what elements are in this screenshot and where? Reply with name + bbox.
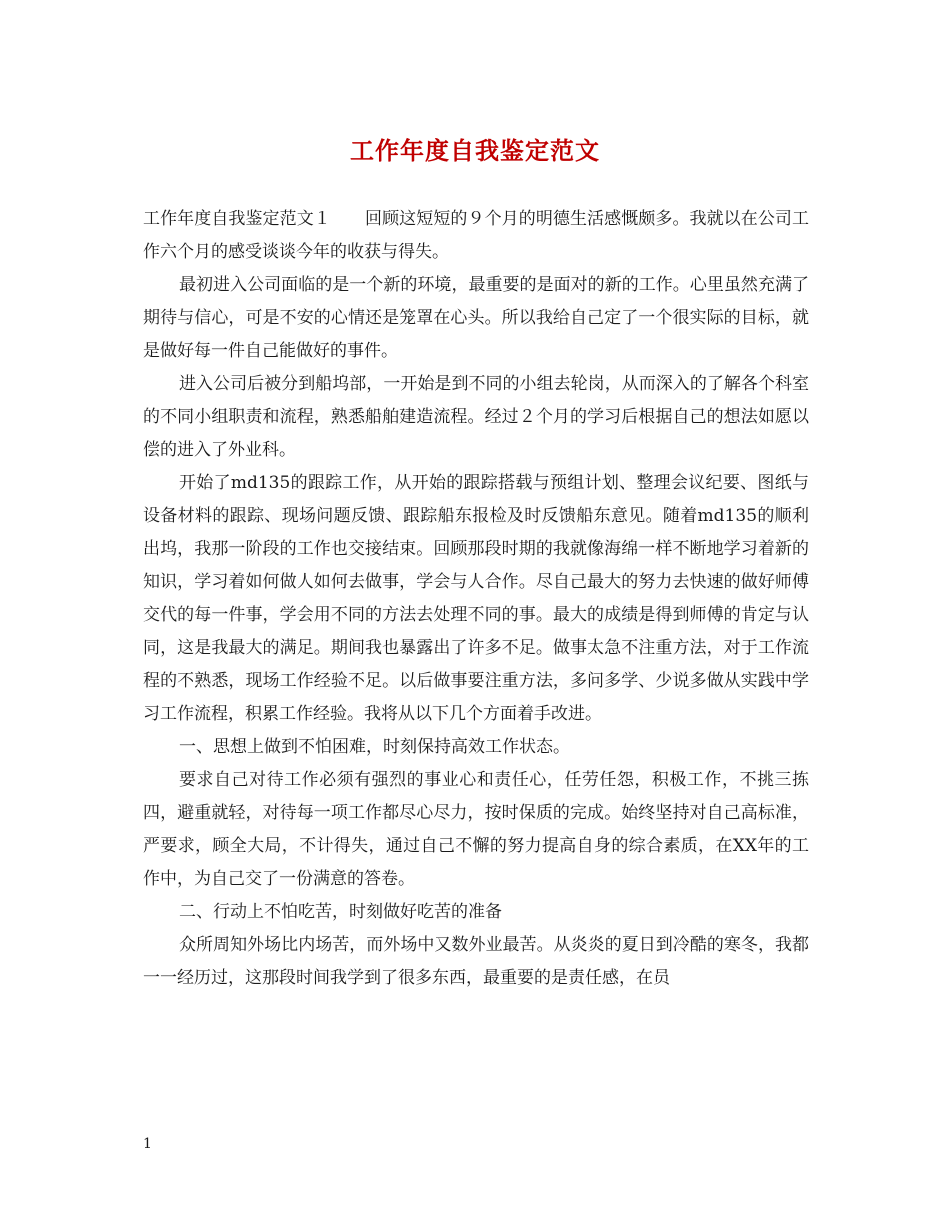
section-heading: 一、思想上做到不怕困难，时刻保持高效工作状态。 (179, 737, 570, 757)
document-body (143, 203, 809, 995)
paragraph: 开始了md135的跟踪工作，从开始的跟踪搭载与预组计划、整理会议纪要、图纸与设备材料的跟踪、现场问题反馈、跟踪船东报检及时反馈船东意见。随着md135的顺利出坞，我那一阶段的工作也交接结束。回顾那段时期的我就像海绵一样不断地学习着新的知识，学习着如何做人如何去做事，学会与人合作。尽自己最大的努力去快速的做好师傅交代的每一件事，学会用不同的方法去处理不同的事。最大的成绩是得到师傅的肯定与认同，这是我最大的满足。期间我也暴露出了许多不足。做事太急不注重方法，对于工作流程的不熟悉，现场工作经验不足。以后做事要注重方法，多问多学、少说多做从实践中学习工作流程，积累工作经验。我将从以下几个方面着手改进。 (143, 473, 809, 724)
paragraph: 要求自己对待工作必须有强烈的事业心和责任心，任劳任怨，积极工作，不挑三拣四，避重就轻，对待每一项工作都尽心尽力，按时保质的完成。始终坚持对自己高标准，严要求，顾全大局，不计得失，通过自己不懈的努力提高自身的综合素质，在XX年的工作中，为自己交了一份满意的答卷。 (143, 770, 809, 889)
paragraph: 最初进入公司面临的是一个新的环境，最重要的是面对的新的工作。心里虽然充满了期待与信心，可是不安的心情还是笼罩在心头。所以我给自己定了一个很实际的目标，就是做好每一件自己能做好的事件。 (143, 275, 809, 361)
section-heading: 二、行动上不怕吃苦，时刻做好吃苦的准备 (179, 902, 502, 922)
paragraph-intro: 工作年度自我鉴定范文１ 回顾这短短的９个月的明德生活感慨颇多。我就以在公司工作六个月的感受谈谈今年的收获与得失。 (143, 209, 809, 262)
page-number: 1 (143, 1136, 152, 1152)
paragraph: 众所周知外场比内场苦，而外场中又数外业最苦。从炎炎的夏日到冷酷的寒冬，我都一一经历过，这那段时间我学到了很多东西，最重要的是责任感，在员 (143, 935, 809, 988)
document-title: 工作年度自我鉴定范文 (350, 136, 600, 165)
paragraph: 进入公司后被分到船坞部，一开始是到不同的小组去轮岗，从而深入的了解各个科室的不同小组职责和流程，熟悉船舶建造流程。经过２个月的学习后根据自己的想法如愿以偿的进入了外业科。 (143, 374, 809, 460)
